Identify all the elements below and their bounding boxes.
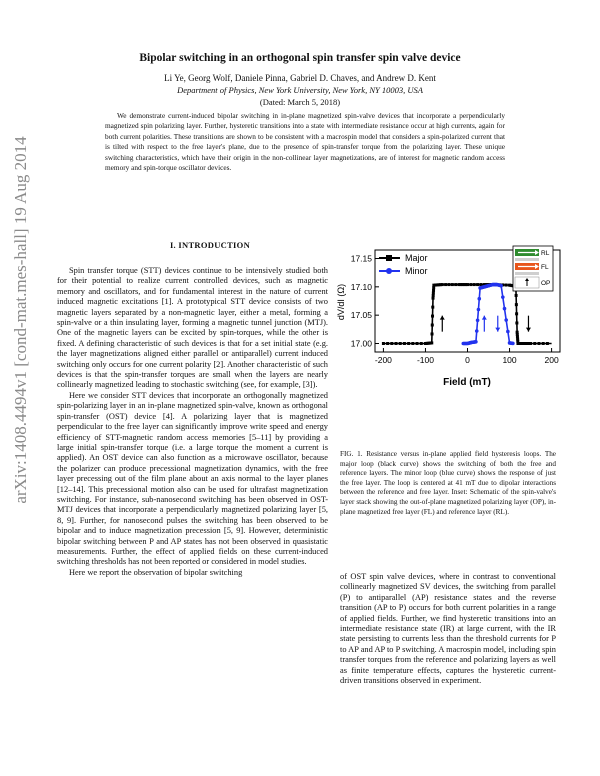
major-point [469, 283, 472, 286]
inset-label-rl: RL [541, 250, 550, 257]
inset-label-op: OP [541, 280, 551, 287]
major-point [431, 315, 434, 318]
y-tick-label: 17.00 [350, 338, 372, 349]
major-point [403, 342, 406, 345]
x-tick-label: -200 [374, 355, 392, 365]
major-point [454, 283, 457, 286]
major-loop-line [383, 285, 551, 344]
minor-point [501, 295, 505, 299]
abstract: We demonstrate current-induced bipolar switching in in-plane magnetized spin-valve devices that incorporate a perpendicularly magnetized spin polarizing layer. Further, hysteretic transitions into a state with intermediate resistance occur at high currents, again for both current polarities. These transitions are shown to be consistent with a macrospin model that considers a spin-polarized current that is tilted with respect to the free layer's plane, due to the presence of spin-transfer torque from the polarizing layer. These unique switching characteristics, which have their origin in the non-collinear layer magnetizations, are of interest for magnetic random access memory and spin-torque oscillator devices. [105, 111, 505, 173]
major-point [432, 294, 435, 297]
x-tick-label: 100 [502, 355, 517, 365]
major-point [448, 283, 451, 286]
major-point [430, 341, 433, 344]
y-tick-label: 17.05 [350, 310, 372, 321]
switch-arrow-head [495, 328, 500, 332]
minor-point [503, 307, 507, 311]
major-point [420, 342, 423, 345]
series-lines [382, 283, 552, 346]
minor-point [477, 308, 481, 312]
figure-caption: FIG. 1. Resistance versus in-plane applied field hysteresis loops. The major loop (black curve) shows the switching of both the free and reference layers. The minor loop (blue curve) shows the response of just the free layer. The loop is centered at 41 mT due to dipolar interactions between the reference and free layer. Inset: Schematic of the spin-valve's layer stack showing the out-of-plane magnetized polarizing layer (OP), in-plane magnetized free layer (FL) and reference layer (RL). [340, 450, 556, 516]
major-point [546, 342, 549, 345]
major-point [431, 306, 434, 309]
switch-arrow-head [526, 328, 531, 332]
y-tick-label: 17.10 [350, 281, 372, 292]
major-point [542, 342, 545, 345]
major-point [515, 303, 518, 306]
x-tick-label: -100 [416, 355, 434, 365]
major-point [451, 283, 454, 286]
paragraph: of OST spin valve devices, where in contrast to conventional collinearly magnetized SV devices, the switching from parallel (P) to antiparallel (AP) resistance states and the reverse transition (AP to P) occurs for both current polarities in a range of applied fields. Further, we find hysteretic transitions into an intermediate resistance state (IR) at large current, with the IR state persisting to currents less than the threshold currents for P to AP and AP to P switching. A macrospin model, including spin transfer torques from the reference and polarizing layers as well as finite temperature effects, captures the hysteretic current-driven transitions observed in experiment. [340, 572, 556, 686]
arxiv-id: arXiv:1408.4494v1 [cond-mat.mes-hall] 19 Aug 2014 [11, 136, 30, 504]
minor-point [475, 329, 479, 333]
major-point [515, 312, 518, 315]
paragraph: Here we consider STT devices that incorporate an orthogonally magnetized spin-polarizing layer in an in-plane magnetized spin-valve, known as orthogonal spin-transfer (OST) device [4]. A polarizing layer that is magnetized perpendicular to the free layer can significantly improve write speed and energy efficiency of STT-magnetic random access memories [5–11] by providing a large initial spin-transfer torque (i.e. a large torque the moment a current is applied). An OST device can also function as a microwave oscillator, because the polarizer can produce precessional magnetization dynamics, with the free layer precessing out of the film plane about an axis normal to the layer planes [12–14]. This precessional motion also can be used for ultrafast magnetization switching. For instance, sub-nanosecond switching has been observed in OST-MTJ devices that incorporate a perpendicularly magnetized polarizing layer [5, 8, 9]. Further, for nanosecond pulses the switching has been observed to be bipolar and to induce magnetization precession [5, 9]. However, deterministic bipolar switching between P and AP states has not been observed in quasistatic measurements. Further, the effect of applied fields on these current-induced switching thresholds has not been reported or considered in model studies. [57, 390, 328, 567]
paragraph: Spin transfer torque (STT) devices continue to be intensively studied both for their potential to realize current controlled devices, such as magnetic memory and oscillators, and for fundamental interest in the nature of current induced magnetic excitations [1]. A prototypical STT device consists of two magnetic layers separated by a non-magnetic layer, either a metal, forming a spin-valve or a thin insulating layer, forming a magnetic tunnel junction (MTJ). One of the magnetic layers can be excited by spin-torques, while the other is fixed. A defining characteristic of such devices is that for a set initial state (e.g. the layer magnetizations aligned either parallel or antiparallel) current induced switching only occurs for one current polarity [2]. Another characteristic of such devices is that the spin-transfer torques are small when the layers are nearly collinearly magnetized leading to stochastic switching (see, for example, [3]). [57, 266, 328, 390]
minor-point [474, 340, 478, 344]
minor-point [506, 330, 510, 334]
minor-loop-line [463, 285, 513, 344]
paper-title: Bipolar switching in an orthogonal spin transfer spin valve device [139, 52, 461, 64]
arxiv-sidebar [8, 40, 34, 600]
right-column [340, 572, 556, 686]
x-axis-label: Field (mT) [443, 377, 491, 388]
major-point [529, 342, 532, 345]
authors: Li Ye, Georg Wolf, Daniele Pinna, Gabriel D. Chaves, and Andrew D. Kent [164, 73, 436, 83]
minor-point [511, 342, 515, 346]
major-point [399, 342, 402, 345]
y-tick-label: 17.15 [350, 253, 372, 264]
x-tick-label: 0 [465, 355, 470, 365]
x-tick-label: 200 [544, 355, 559, 365]
major-point [407, 342, 410, 345]
major-point [515, 321, 518, 324]
minor-point [499, 284, 503, 288]
major-point [416, 342, 419, 345]
major-point [382, 342, 385, 345]
legend-minor: Minor [405, 266, 428, 276]
x-axis-ticks [375, 348, 559, 365]
section-heading: I. INTRODUCTION [169, 240, 251, 250]
affiliation: Department of Physics, New York University, New York, NY 10003, USA [177, 85, 423, 95]
major-point [537, 342, 540, 345]
legend-major: Major [405, 253, 428, 263]
major-point [505, 284, 508, 287]
major-point [432, 286, 435, 289]
left-column [57, 266, 328, 578]
minor-point [504, 318, 508, 322]
layer-stack-inset [513, 246, 553, 291]
major-point [515, 294, 518, 297]
major-point [432, 291, 435, 294]
major-point [441, 283, 444, 286]
y-axis-label: dV/dI (Ω) [336, 283, 346, 321]
major-point [411, 342, 414, 345]
switch-arrow-head [482, 316, 487, 320]
major-point [395, 342, 398, 345]
paragraph: Here we report the observation of bipolar switching [69, 567, 243, 577]
minor-point [476, 318, 480, 322]
date-line: (Dated: March 5, 2018) [259, 97, 341, 107]
figure-1-chart [330, 242, 570, 448]
major-point [476, 283, 479, 286]
major-point [444, 283, 447, 286]
major-point [390, 342, 393, 345]
major-point [533, 342, 536, 345]
major-point [432, 297, 435, 300]
inset-label-fl: FL [541, 264, 549, 271]
switch-arrow-head [440, 316, 445, 320]
major-point [466, 283, 469, 286]
major-point [431, 324, 434, 327]
major-point [431, 332, 434, 335]
minor-point [477, 297, 481, 301]
legend [379, 253, 428, 276]
major-point [432, 289, 435, 292]
major-point [386, 342, 389, 345]
major-point [473, 283, 476, 286]
